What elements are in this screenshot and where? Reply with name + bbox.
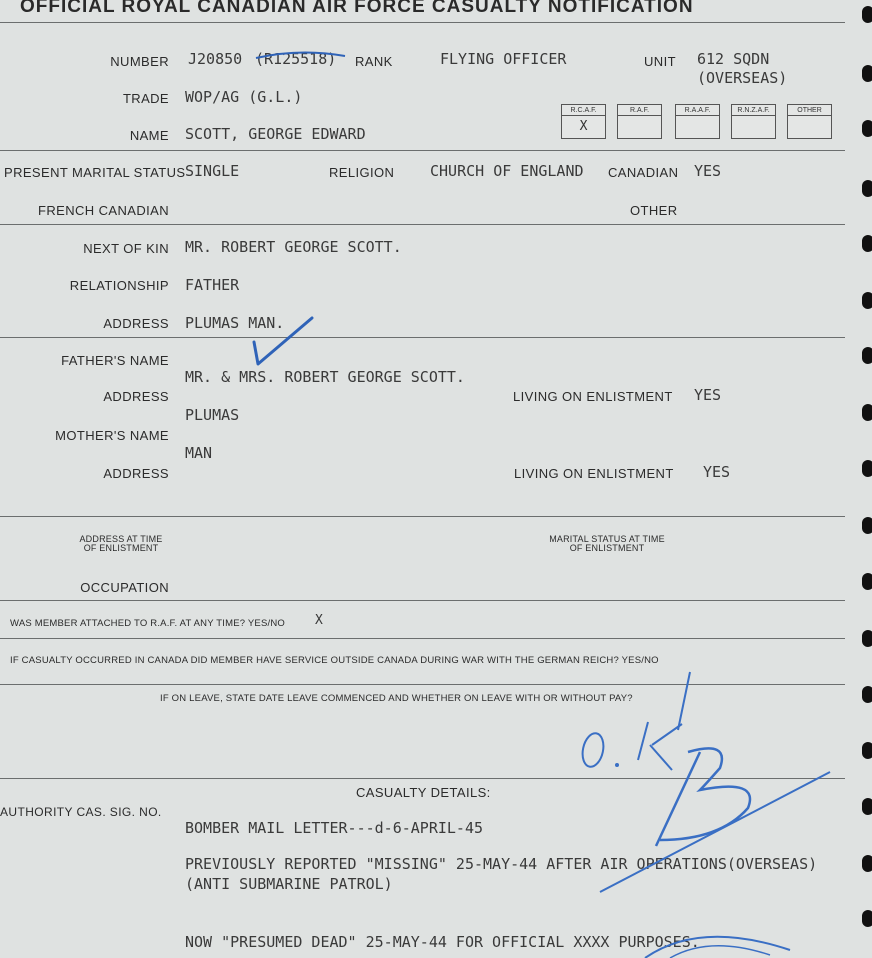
- mother-living-label: LIVING ON ENLISTMENT: [514, 466, 674, 481]
- number-label: NUMBER: [110, 54, 169, 69]
- punch-hole: [862, 6, 872, 23]
- relationship-value: FATHER: [185, 276, 240, 294]
- mother-address-label: ADDRESS: [103, 466, 169, 481]
- form-title: OFFICIAL ROYAL CANADIAN AIR FORCE CASUALTY NOTIFICATION: [20, 0, 694, 17]
- rank-value: FLYING OFFICER: [440, 50, 567, 68]
- old-service-number: (R125518): [255, 50, 337, 68]
- canadian-label: CANADIAN: [608, 165, 679, 180]
- punch-hole: [862, 855, 872, 872]
- marital-at-enlistment-line1: MARITAL STATUS AT TIME: [549, 534, 665, 544]
- punch-hole: [862, 910, 872, 927]
- raf-answer-mark: X: [315, 613, 323, 628]
- service-number: J20850: [188, 50, 243, 68]
- unit-value-line1: 612 SQDN: [697, 50, 770, 68]
- father-address-label: ADDRESS: [103, 389, 169, 404]
- check-mark-icon: [254, 318, 312, 364]
- marital-at-enlistment-line2: OF ENLISTMENT: [569, 543, 645, 553]
- punch-hole: [862, 292, 872, 309]
- punch-hole: [862, 65, 872, 82]
- religion-label: RELIGION: [329, 165, 395, 180]
- raf-question: WAS MEMBER ATTACHED TO R.A.F. AT ANY TIME? YES/NO: [10, 618, 285, 629]
- marital-status-label: PRESENT MARITAL STATUS: [4, 165, 186, 180]
- punch-hole: [862, 573, 872, 590]
- mother-living-value: YES: [703, 463, 731, 481]
- service-box-label: R.C.A.F.: [562, 106, 605, 116]
- initials-ok-signature: [580, 672, 830, 892]
- casualty-line-3: (ANTI SUBMARINE PATROL): [185, 875, 393, 893]
- punch-hole: [862, 798, 872, 815]
- next-of-kin-label: NEXT OF KIN: [83, 241, 169, 256]
- casualty-line-4: NOW "PRESUMED DEAD" 25-MAY-44 FOR OFFICIAL XXXX PURPOSES.: [185, 933, 700, 951]
- punch-hole: [862, 120, 872, 137]
- casualty-line-2: PREVIOUSLY REPORTED "MISSING" 25-MAY-44 AFTER AIR OPERATIONS(OVERSEAS): [185, 855, 818, 873]
- marital-status-value: SINGLE: [185, 162, 240, 180]
- punch-hole: [862, 460, 872, 477]
- punch-hole: [862, 180, 872, 197]
- punch-hole: [862, 235, 872, 252]
- nok-address-label: ADDRESS: [103, 316, 169, 331]
- father-living-label: LIVING ON ENLISTMENT: [513, 389, 673, 404]
- trade-label: TRADE: [122, 91, 169, 106]
- parents-address-line2: MAN: [185, 444, 213, 462]
- service-box-label: R.A.A.F.: [676, 106, 719, 116]
- canada-question: IF CASUALTY OCCURRED IN CANADA DID MEMBER HAVE SERVICE OUTSIDE CANADA DURING WAR WITH THE GERMAN REICH? YES/NO: [10, 655, 659, 666]
- father-living-value: YES: [694, 386, 722, 404]
- parents-address-line1: PLUMAS: [185, 406, 240, 424]
- relationship-label: RELATIONSHIP: [69, 278, 169, 293]
- nok-address-value: PLUMAS MAN.: [185, 314, 285, 332]
- punch-hole: [862, 517, 872, 534]
- service-box-label: R.A.F.: [618, 106, 661, 116]
- punch-hole: [862, 630, 872, 647]
- punch-hole: [862, 347, 872, 364]
- casualty-line-1: BOMBER MAIL LETTER---d-6-APRIL-45: [185, 819, 484, 837]
- other-label: OTHER: [630, 203, 678, 218]
- mothers-name-label: MOTHER'S NAME: [55, 428, 169, 443]
- religion-value: CHURCH OF ENGLAND: [430, 162, 584, 180]
- leave-question: IF ON LEAVE, STATE DATE LEAVE COMMENCED AND WHETHER ON LEAVE WITH OR WITHOUT PAY?: [160, 693, 633, 704]
- canadian-value: YES: [694, 162, 722, 180]
- occupation-label: OCCUPATION: [80, 580, 169, 595]
- authority-label: AUTHORITY CAS. SIG. NO.: [0, 805, 162, 819]
- parents-value: MR. & MRS. ROBERT GEORGE SCOTT.: [185, 368, 465, 386]
- unit-label: UNIT: [644, 54, 676, 69]
- address-at-enlistment-line1: ADDRESS AT TIME: [79, 534, 163, 544]
- name-label: NAME: [129, 128, 169, 143]
- service-box-label: R.N.Z.A.F.: [732, 106, 775, 116]
- trade-value: WOP/AG (G.L.): [185, 88, 303, 106]
- punch-hole: [862, 686, 872, 703]
- strikethrough-mark: [256, 52, 345, 58]
- service-box-mark: X: [579, 119, 588, 134]
- french-canadian-label: FRENCH CANADIAN: [38, 203, 169, 218]
- stamp-inner-arc: [670, 946, 770, 958]
- service-box-label: OTHER: [788, 106, 831, 116]
- unit-value-line2: (OVERSEAS): [697, 69, 788, 87]
- rank-label: RANK: [355, 54, 393, 69]
- address-at-enlistment-line2: OF ENLISTMENT: [83, 543, 159, 553]
- punch-hole: [862, 742, 872, 759]
- casualty-details-label: CASUALTY DETAILS:: [356, 785, 491, 800]
- punch-hole: [862, 404, 872, 421]
- fathers-name-label: FATHER'S NAME: [61, 353, 169, 368]
- next-of-kin-value: MR. ROBERT GEORGE SCOTT.: [185, 238, 402, 256]
- name-value: SCOTT, GEORGE EDWARD: [185, 125, 366, 143]
